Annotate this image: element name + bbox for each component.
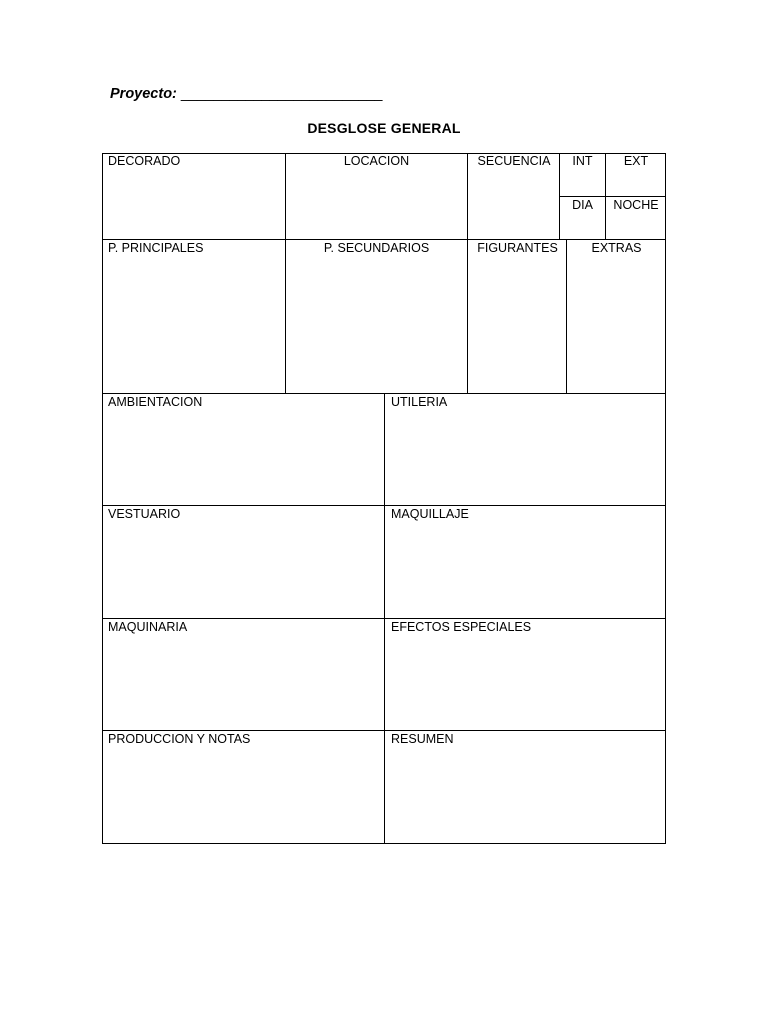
vestuario-label: VESTUARIO (108, 507, 181, 521)
extras-label: EXTRAS (591, 241, 642, 255)
int-cell[interactable] (559, 153, 605, 197)
utileria-label: UTILERIA (391, 395, 448, 409)
ext-label: EXT (623, 154, 649, 168)
principales-cell[interactable] (102, 239, 285, 393)
secuencia-label: SECUENCIA (477, 154, 551, 168)
proyecto-label: Proyecto: (110, 86, 177, 102)
utileria-cell[interactable] (384, 393, 666, 506)
dia-label: DIA (572, 198, 593, 212)
dia-cell[interactable] (559, 196, 605, 240)
vestuario-cell[interactable] (102, 505, 385, 618)
secundarios-label: P. SECUNDARIOS (323, 241, 430, 255)
produccion-cell[interactable] (102, 730, 385, 843)
breakdown-form (102, 153, 666, 844)
figurantes-label: FIGURANTES (477, 241, 558, 255)
maquillaje-cell[interactable] (384, 505, 666, 618)
ambientacion-cell[interactable] (102, 393, 385, 506)
secundarios-cell[interactable] (285, 239, 467, 393)
maquinaria-cell[interactable] (102, 618, 385, 731)
maquinaria-label: MAQUINARIA (108, 620, 188, 634)
extras-cell[interactable] (566, 239, 666, 393)
figurantes-cell[interactable] (467, 239, 567, 393)
resumen-cell[interactable] (384, 730, 666, 843)
ambientacion-label: AMBIENTACION (108, 395, 203, 409)
noche-cell[interactable] (605, 196, 666, 240)
int-label: INT (572, 154, 593, 168)
secuencia-cell[interactable] (467, 153, 560, 240)
resumen-label: RESUMEN (391, 732, 454, 746)
ext-cell[interactable] (605, 153, 666, 197)
locacion-label: LOCACION (343, 154, 410, 168)
efectos-cell[interactable] (384, 618, 666, 731)
efectos-label: EFECTOS ESPECIALES (391, 620, 532, 634)
decorado-cell[interactable] (102, 153, 285, 240)
proyecto-field (110, 86, 383, 102)
decorado-label: DECORADO (108, 154, 181, 168)
produccion-label: PRODUCCION Y NOTAS (108, 732, 251, 746)
noche-label: NOCHE (613, 198, 659, 212)
proyecto-blank-line[interactable]: _________________________ (180, 86, 383, 102)
maquillaje-label: MAQUILLAJE (391, 507, 469, 521)
document-title: DESGLOSE GENERAL (307, 120, 461, 136)
locacion-cell[interactable] (285, 153, 467, 240)
principales-label: P. PRINCIPALES (108, 241, 204, 255)
